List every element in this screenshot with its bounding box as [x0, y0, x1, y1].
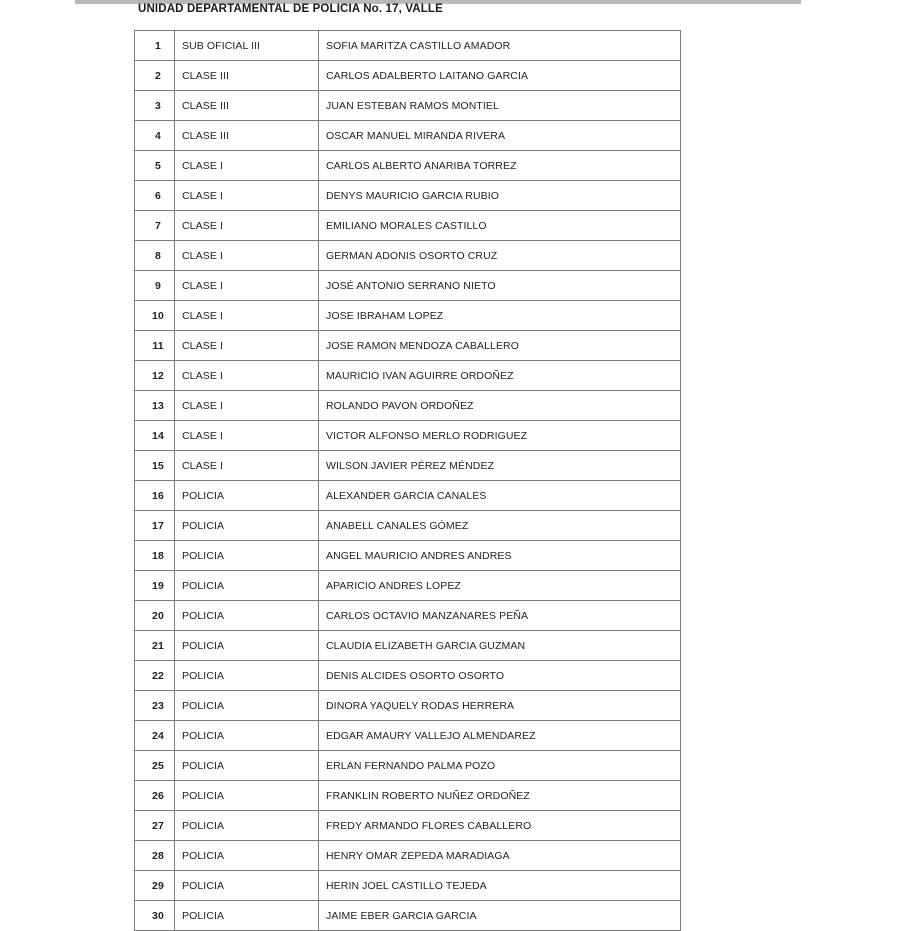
table-row [135, 211, 681, 241]
row-number-cell: 17 [135, 511, 175, 541]
row-number-cell: 2 [135, 61, 175, 91]
table-row [135, 421, 681, 451]
row-number-cell: 10 [135, 301, 175, 331]
row-number-cell: 28 [135, 841, 175, 871]
row-number-cell: 25 [135, 751, 175, 781]
rank-cell: POLICIA [175, 871, 319, 901]
rank-cell: CLASE I [175, 361, 319, 391]
rank-cell: CLASE I [175, 421, 319, 451]
table-row [135, 31, 681, 61]
table-row [135, 631, 681, 661]
officer-name-cell: ANABELL CANALES GÓMEZ [319, 511, 681, 541]
rank-cell: POLICIA [175, 751, 319, 781]
table-row [135, 91, 681, 121]
row-number-cell: 18 [135, 541, 175, 571]
officer-name-cell: ALEXANDER GARCIA CANALES [319, 481, 681, 511]
table-row [135, 391, 681, 421]
officer-name-cell: CARLOS OCTAVIO MANZANARES PEÑA [319, 601, 681, 631]
row-number-cell: 27 [135, 811, 175, 841]
rank-cell: CLASE I [175, 181, 319, 211]
row-number-cell: 1 [135, 31, 175, 61]
page-title: UNIDAD DEPARTAMENTAL DE POLICIA No. 17, VALLE [138, 3, 443, 15]
rank-cell: CLASE I [175, 451, 319, 481]
row-number-cell: 22 [135, 661, 175, 691]
table-row [135, 571, 681, 601]
rank-cell: CLASE I [175, 391, 319, 421]
officer-name-cell: ROLANDO PAVON ORDOÑEZ [319, 391, 681, 421]
officer-name-cell: JOSE IBRAHAM LOPEZ [319, 301, 681, 331]
row-number-cell: 12 [135, 361, 175, 391]
table-row [135, 511, 681, 541]
rank-cell: CLASE III [175, 121, 319, 151]
table-row [135, 661, 681, 691]
table-row [135, 451, 681, 481]
officer-name-cell: FRANKLIN ROBERTO NUÑEZ ORDOÑEZ [319, 781, 681, 811]
rank-cell: POLICIA [175, 571, 319, 601]
table-row [135, 901, 681, 931]
table-row [135, 181, 681, 211]
row-number-cell: 9 [135, 271, 175, 301]
table-row [135, 361, 681, 391]
row-number-cell: 21 [135, 631, 175, 661]
table-row [135, 751, 681, 781]
table-row [135, 811, 681, 841]
table-row [135, 541, 681, 571]
table-row [135, 601, 681, 631]
rank-cell: POLICIA [175, 691, 319, 721]
row-number-cell: 14 [135, 421, 175, 451]
table-row [135, 691, 681, 721]
rank-cell: CLASE I [175, 331, 319, 361]
officer-name-cell: FREDY ARMANDO FLORES CABALLERO [319, 811, 681, 841]
officer-name-cell: ERLAN FERNANDO PALMA POZO [319, 751, 681, 781]
rank-cell: CLASE III [175, 61, 319, 91]
row-number-cell: 7 [135, 211, 175, 241]
officer-name-cell: HERIN JOEL CASTILLO TEJEDA [319, 871, 681, 901]
rank-cell: POLICIA [175, 901, 319, 931]
row-number-cell: 5 [135, 151, 175, 181]
row-number-cell: 16 [135, 481, 175, 511]
officer-name-cell: OSCAR MANUEL MIRANDA RIVERA [319, 121, 681, 151]
row-number-cell: 4 [135, 121, 175, 151]
row-number-cell: 19 [135, 571, 175, 601]
rank-cell: POLICIA [175, 721, 319, 751]
rank-cell: CLASE I [175, 151, 319, 181]
officer-name-cell: CARLOS ADALBERTO LAITANO GARCIA [319, 61, 681, 91]
officer-name-cell: EDGAR AMAURY VALLEJO ALMENDAREZ [319, 721, 681, 751]
officer-name-cell: SOFIA MARITZA CASTILLO AMADOR [319, 31, 681, 61]
officer-name-cell: DINORA YAQUELY RODAS HERRERA [319, 691, 681, 721]
row-number-cell: 11 [135, 331, 175, 361]
rank-cell: POLICIA [175, 601, 319, 631]
rank-cell: CLASE III [175, 91, 319, 121]
officer-name-cell: MAURICIO IVAN AGUIRRE ORDOÑEZ [319, 361, 681, 391]
table-row [135, 61, 681, 91]
table-row [135, 871, 681, 901]
table-row [135, 781, 681, 811]
officer-name-cell: JAIME EBER GARCIA GARCIA [319, 901, 681, 931]
table-row [135, 331, 681, 361]
table-row [135, 271, 681, 301]
officer-name-cell: ANGEL MAURICIO ANDRES ANDRES [319, 541, 681, 571]
rank-cell: POLICIA [175, 781, 319, 811]
officer-name-cell: DENIS ALCIDES OSORTO OSORTO [319, 661, 681, 691]
officer-name-cell: APARICIO ANDRES LOPEZ [319, 571, 681, 601]
officer-name-cell: WILSON JAVIER PÉREZ MÉNDEZ [319, 451, 681, 481]
rank-cell: POLICIA [175, 661, 319, 691]
table-row [135, 121, 681, 151]
rank-cell: POLICIA [175, 541, 319, 571]
row-number-cell: 24 [135, 721, 175, 751]
rank-cell: CLASE I [175, 211, 319, 241]
rank-cell: POLICIA [175, 511, 319, 541]
row-number-cell: 15 [135, 451, 175, 481]
roster-table-body [135, 31, 681, 931]
officer-name-cell: JOSÉ ANTONIO SERRANO NIETO [319, 271, 681, 301]
rank-cell: SUB OFICIAL III [175, 31, 319, 61]
row-number-cell: 13 [135, 391, 175, 421]
officer-name-cell: DENYS MAURICIO GARCIA RUBIO [319, 181, 681, 211]
officer-name-cell: EMILIANO MORALES CASTILLO [319, 211, 681, 241]
table-row [135, 721, 681, 751]
rank-cell: CLASE I [175, 241, 319, 271]
table-row [135, 481, 681, 511]
rank-cell: POLICIA [175, 841, 319, 871]
officer-name-cell: VICTOR ALFONSO MERLO RODRIGUEZ [319, 421, 681, 451]
officer-name-cell: CARLOS ALBERTO ANARIBA TORREZ [319, 151, 681, 181]
officer-name-cell: JOSE RAMON MENDOZA CABALLERO [319, 331, 681, 361]
table-row [135, 841, 681, 871]
officer-name-cell: HENRY OMAR ZEPEDA MARADIAGA [319, 841, 681, 871]
row-number-cell: 26 [135, 781, 175, 811]
rank-cell: POLICIA [175, 481, 319, 511]
row-number-cell: 30 [135, 901, 175, 931]
table-row [135, 151, 681, 181]
rank-cell: POLICIA [175, 631, 319, 661]
row-number-cell: 8 [135, 241, 175, 271]
row-number-cell: 20 [135, 601, 175, 631]
officer-name-cell: CLAUDIA ELIZABETH GARCIA GUZMAN [319, 631, 681, 661]
rank-cell: POLICIA [175, 811, 319, 841]
table-row [135, 241, 681, 271]
officer-name-cell: JUAN ESTEBAN RAMOS MONTIEL [319, 91, 681, 121]
table-row [135, 301, 681, 331]
rank-cell: CLASE I [175, 301, 319, 331]
rank-cell: CLASE I [175, 271, 319, 301]
row-number-cell: 3 [135, 91, 175, 121]
row-number-cell: 29 [135, 871, 175, 901]
row-number-cell: 23 [135, 691, 175, 721]
row-number-cell: 6 [135, 181, 175, 211]
officer-name-cell: GERMAN ADONIS OSORTO CRUZ [319, 241, 681, 271]
personnel-roster-table [134, 30, 681, 931]
